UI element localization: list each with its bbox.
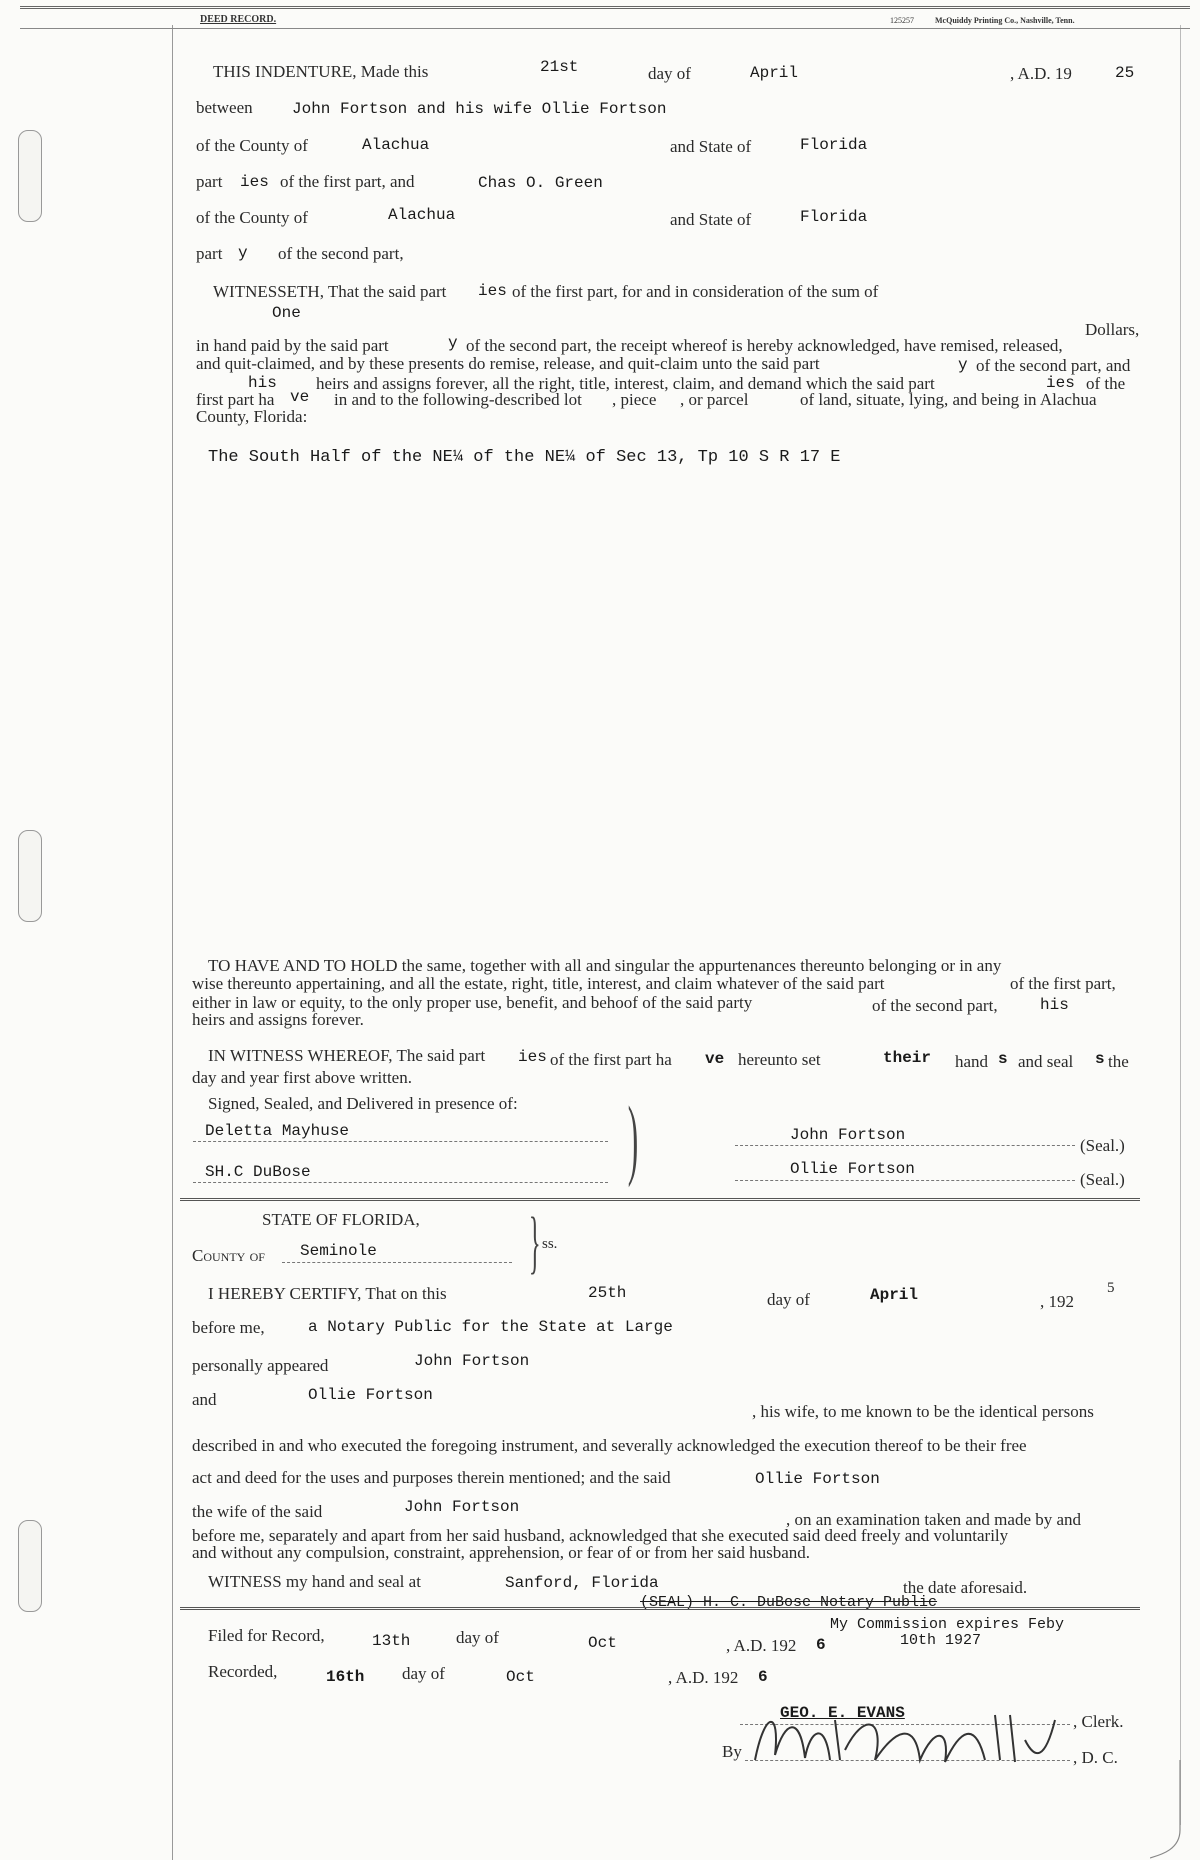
- ack-date-aforesaid: the date aforesaid.: [903, 1578, 1028, 1597]
- clerk-label: , Clerk.: [1073, 1712, 1124, 1731]
- witnesseth-line4: and quit-claimed, and by these presents do remise, release, and quit-claim unto the said part: [196, 354, 820, 373]
- page-corner-curl: [1150, 1760, 1200, 1860]
- indenture-year: 25: [1115, 64, 1135, 82]
- filed-label: Filed for Record,: [208, 1626, 325, 1645]
- indenture-day: 21st: [540, 58, 579, 76]
- ack-certify: I HEREBY CERTIFY, That on this: [208, 1284, 447, 1303]
- witnesseth-line1a: WITNESSETH, That the said part: [213, 282, 447, 301]
- state-label-2: and State of: [670, 210, 752, 229]
- ack-month: April: [870, 1286, 919, 1304]
- indenture-ad: , A.D. 19: [1010, 64, 1072, 83]
- signer-2-line: [735, 1180, 1075, 1181]
- ack-county: Seminole: [300, 1242, 377, 1260]
- signer-1-seal: (Seal.): [1080, 1136, 1125, 1155]
- witnesseth-line3-y: y: [448, 334, 458, 352]
- ack-year: 5: [1107, 1280, 1115, 1296]
- ack-wife-of: the wife of the said: [192, 1502, 323, 1521]
- notary-signature: (SEAL) H. C. DuBose Notary Public: [640, 1594, 938, 1611]
- witnesseth-line6-ve: ve: [290, 388, 310, 406]
- witness-2-line: [193, 1182, 608, 1183]
- county-label-1: of the County of: [196, 136, 308, 155]
- witnesseth-line3b: of the second part, the receipt whereof is hereby acknowledged, have remised, released,: [466, 336, 1063, 355]
- witnesseth-line4-y: y: [958, 356, 968, 374]
- consideration-sum: One: [272, 304, 301, 322]
- ack-ss: ss.: [542, 1236, 558, 1252]
- ack-exam: , on an examination taken and made by and: [786, 1510, 1082, 1529]
- filed-day: 13th: [372, 1632, 411, 1650]
- witness-whereof-seal: and seal: [1018, 1052, 1074, 1071]
- ack-wife-text: , his wife, to me known to be the identical persons: [752, 1402, 1094, 1421]
- ack-and: and: [192, 1390, 217, 1409]
- by-label: By: [722, 1742, 742, 1761]
- second-part-text: of the second part,: [278, 244, 404, 263]
- witnesseth-line4b: of the second part, and: [976, 356, 1131, 375]
- binder-hole-top: [18, 130, 42, 222]
- ack-county-label: County of: [192, 1246, 265, 1265]
- habendum-line3a: either in law or equity, to the only proper use, benefit, and behoof of the said party: [192, 993, 753, 1012]
- witnesseth-line5-ies: ies: [1046, 374, 1075, 392]
- state-label-1: and State of: [670, 137, 752, 156]
- rec-day: 16th: [326, 1668, 365, 1686]
- witness-whereof-s2: s: [1095, 1050, 1105, 1068]
- ack-husband: John Fortson: [404, 1498, 520, 1516]
- between-label: between: [196, 98, 253, 117]
- ack-county-line: [282, 1262, 512, 1263]
- ack-witness-hand: WITNESS my hand and seal at: [208, 1572, 421, 1591]
- header-top-rule: [20, 6, 1190, 9]
- ack-person2: Ollie Fortson: [308, 1386, 433, 1404]
- recorded-label: Recorded,: [208, 1662, 278, 1681]
- witness-whereof-s1: s: [998, 1050, 1008, 1068]
- witness-whereof-line1a: IN WITNESS WHEREOF, The said part: [208, 1046, 486, 1065]
- witnesseth-line7: County, Florida:: [196, 407, 308, 426]
- rec-ad: , A.D. 192: [668, 1668, 739, 1687]
- filed-ad: , A.D. 192: [726, 1636, 797, 1655]
- ack-place: Sanford, Florida: [505, 1574, 659, 1592]
- witnesseth-his: his: [248, 374, 277, 392]
- commission-date: 10th 1927: [900, 1632, 982, 1649]
- state-2: Florida: [800, 208, 868, 226]
- ack-officer: a Notary Public for the State at Large: [308, 1318, 673, 1336]
- ack-described: described in and who executed the foregoing instrument, and severally acknowledged the execution thereof to be their free: [192, 1436, 1027, 1455]
- rec-month: Oct: [506, 1668, 535, 1686]
- witness-1-line: [193, 1141, 608, 1142]
- witness-whereof-ies: ies: [518, 1048, 547, 1066]
- signer-1-line: [735, 1145, 1075, 1146]
- witness-2-name: SH.C DuBose: [205, 1163, 311, 1181]
- ack-before: before me, separately and apart from her said husband, acknowledged that she executed said deed freely and voluntarily: [192, 1526, 1009, 1545]
- ack-without: and without any compulsion, constraint, apprehension, or fear of or from her said husband.: [192, 1543, 810, 1562]
- rec-day-of: day of: [402, 1664, 445, 1683]
- filing-divider: [180, 1607, 1140, 1610]
- binder-hole-middle: [18, 830, 42, 922]
- header-number: 125257: [890, 16, 914, 25]
- witness-whereof-the: the: [1108, 1052, 1129, 1071]
- witnesseth-line6c: , piece: [612, 390, 657, 409]
- witnesseth-line5: heirs and assigns forever, all the right, title, interest, claim, and demand which the said part: [316, 374, 935, 393]
- habendum-his: his: [1040, 996, 1069, 1014]
- part-label-2: part: [196, 244, 223, 263]
- ack-act-name: Ollie Fortson: [755, 1470, 880, 1488]
- filed-year: 6: [816, 1636, 826, 1654]
- header-title: DEED RECORD.: [200, 14, 277, 25]
- witnesseth-line1b: of the first part, for and in consideration of the sum of: [512, 282, 879, 301]
- signer-1-name: John Fortson: [790, 1126, 906, 1144]
- ack-day-of: day of: [767, 1290, 810, 1309]
- witness-whereof-line2: day and year first above written.: [192, 1068, 412, 1087]
- witnesseth-line6a: first part ha: [196, 390, 275, 409]
- property-description: The South Half of the NE¼ of the NE¼ of Sec 13, Tp 10 S R 17 E: [208, 448, 841, 467]
- ack-person1: John Fortson: [414, 1352, 530, 1370]
- right-margin-line: [1180, 25, 1181, 1825]
- ack-act: act and deed for the uses and purposes therein mentioned; and the said: [192, 1468, 671, 1487]
- signer-2-name: Ollie Fortson: [790, 1160, 915, 1178]
- indenture-intro: THIS INDENTURE, Made this: [213, 62, 429, 81]
- binder-hole-bottom: [18, 1520, 42, 1612]
- signed-sealed-delivered: Signed, Sealed, and Delivered in presence of:: [208, 1094, 518, 1113]
- witness-1-name: Deletta Mayhuse: [205, 1122, 350, 1140]
- dc-label: , D. C.: [1073, 1748, 1118, 1767]
- first-part-text: of the first part, and: [280, 172, 415, 191]
- witness-whereof-ve: ve: [705, 1050, 725, 1068]
- deputy-clerk-signature: [745, 1700, 1065, 1780]
- ack-day: 25th: [588, 1284, 627, 1302]
- county-2: Alachua: [388, 206, 456, 224]
- habendum-line1: TO HAVE AND TO HOLD the same, together with all and singular the appurtenances thereunto belonging or in any: [208, 956, 1002, 975]
- first-party: John Fortson and his wife Ollie Fortson: [292, 100, 667, 118]
- state-1: Florida: [800, 136, 868, 154]
- clerk-name: GEO. E. EVANS: [780, 1704, 905, 1722]
- witnesseth-line1-suffix: ies: [478, 282, 507, 300]
- ack-state: STATE OF FLORIDA,: [262, 1210, 420, 1229]
- ack-year-label: , 192: [1040, 1292, 1074, 1311]
- acknowledgment-divider: [180, 1198, 1140, 1201]
- witnesseth-line6e: of land, situate, lying, and being in Alachua: [800, 390, 1097, 409]
- witness-whereof-line1b: of the first part ha: [550, 1050, 672, 1069]
- commission-expires: My Commission expires Feby: [830, 1616, 1065, 1633]
- rec-year: 6: [758, 1668, 768, 1686]
- second-party: Chas O. Green: [478, 174, 603, 192]
- habendum-line3b: of the second part,: [872, 996, 998, 1015]
- habendum-line2b: of the first part,: [1010, 974, 1116, 993]
- left-margin-line: [172, 25, 173, 1860]
- witness-whereof-line1c: hereunto set: [738, 1050, 821, 1069]
- ack-brace: }: [528, 1204, 541, 1281]
- signer-2-seal: (Seal.): [1080, 1170, 1125, 1189]
- county-1: Alachua: [362, 136, 430, 154]
- filed-day-of: day of: [456, 1628, 499, 1647]
- witness-brace: ): [627, 1089, 639, 1188]
- ack-before-me: before me,: [192, 1318, 265, 1337]
- dollars-label: Dollars,: [1085, 320, 1140, 339]
- header-printer: McQuiddy Printing Co., Nashville, Tenn.: [935, 16, 1075, 25]
- header-bottom-rule: [20, 28, 1190, 29]
- indenture-day-of: day of: [648, 64, 691, 83]
- witness-whereof-their: their: [883, 1049, 932, 1067]
- witnesseth-line6b: in and to the following-described lot: [334, 390, 582, 409]
- witnesseth-line5b: of the: [1086, 374, 1126, 393]
- witnesseth-line3: in hand paid by the said part: [196, 336, 389, 355]
- indenture-month: April: [750, 64, 799, 82]
- witnesseth-line6d: , or parcel: [680, 390, 749, 409]
- ack-appeared: personally appeared: [192, 1356, 329, 1375]
- habendum-line4: heirs and assigns forever.: [192, 1010, 364, 1029]
- part-suffix-2: y: [238, 244, 248, 262]
- habendum-line2a: wise thereunto appertaining, and all the estate, right, title, interest, and claim whatever of the said part: [192, 974, 885, 993]
- witness-whereof-hand: hand: [955, 1052, 989, 1071]
- part-label-1: part: [196, 172, 223, 191]
- county-label-2: of the County of: [196, 208, 308, 227]
- filed-month: Oct: [588, 1634, 617, 1652]
- part-suffix-1: ies: [240, 173, 269, 191]
